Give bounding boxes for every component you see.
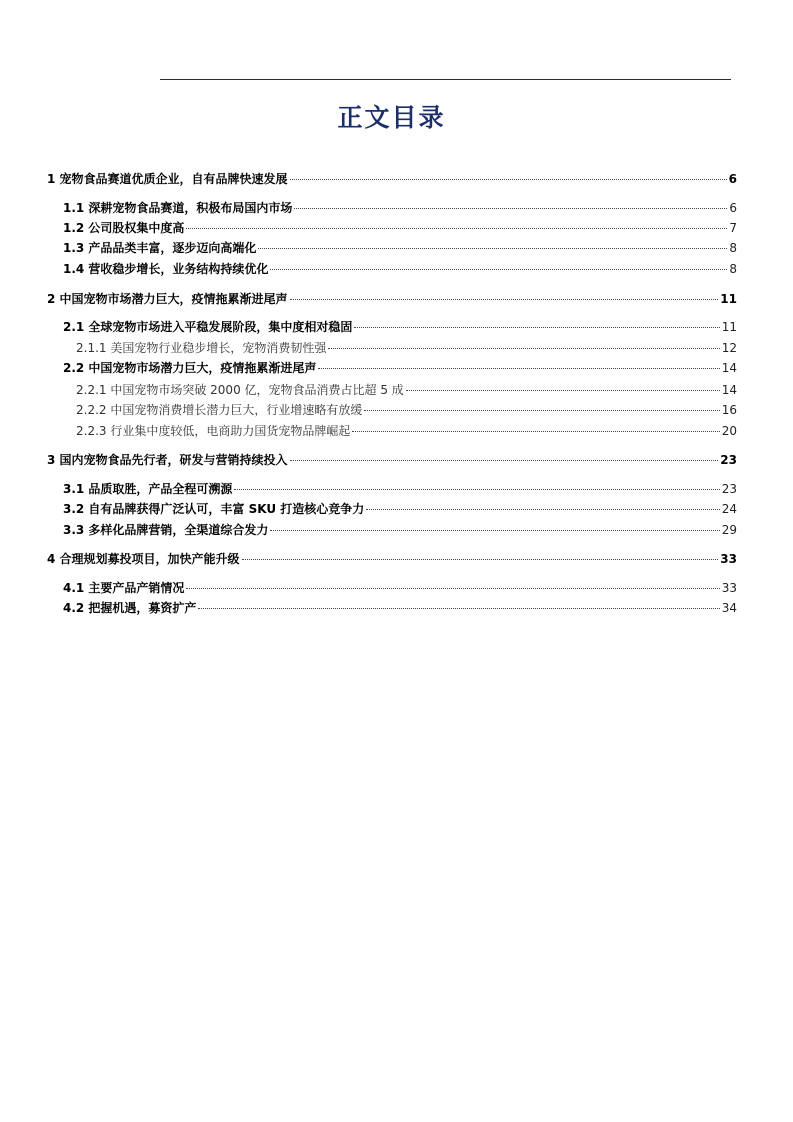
toc-entry-4-1[interactable] [63, 579, 737, 595]
toc-entry-label: 2 中国宠物市场潜力巨大，疫情拖累渐进尾声 [47, 292, 288, 306]
toc-dot-leader [186, 588, 719, 589]
toc-entry-label: 1.3 产品品类丰富，逐步迈向高端化 [63, 241, 257, 255]
toc-entry-page: 14 [721, 383, 737, 397]
toc-dot-leader [290, 299, 719, 300]
toc-entry-page: 23 [721, 482, 737, 496]
toc-entry-page: 33 [721, 581, 737, 595]
toc-entry-page: 23 [720, 453, 737, 467]
page-title: 正文目录 [337, 103, 446, 132]
toc-entry-1-3[interactable] [63, 239, 737, 255]
toc-entry-label: 3.2 自有品牌获得广泛认可，丰富 SKU 打造核心竞争力 [63, 502, 365, 516]
toc-entry-label: 4 合理规划募投项目，加快产能升级 [47, 552, 240, 566]
toc-dot-leader [294, 208, 727, 209]
toc-entry-label: 3.3 多样化品牌营销，全渠道综合发力 [63, 523, 269, 537]
toc-entry-2-2-3[interactable] [76, 422, 737, 438]
toc-dot-leader [290, 460, 719, 461]
toc-entry-page: 20 [721, 424, 737, 438]
toc-entry-1-4[interactable] [63, 260, 737, 276]
toc-entry-page: 8 [729, 241, 737, 255]
toc-entry-label: 1.4 营收稳步增长，业务结构持续优化 [63, 262, 269, 276]
toc-entry-2-2-2[interactable] [76, 401, 737, 417]
toc-entry-page: 12 [721, 341, 737, 355]
toc-entry-page: 16 [721, 403, 737, 417]
toc-entry-page: 11 [720, 292, 737, 306]
toc-entry-page: 6 [728, 172, 737, 186]
toc-entry-label: 2.2 中国宠物市场潜力巨大，疫情拖累渐进尾声 [63, 361, 317, 375]
toc-entry-label: 2.1 全球宠物市场进入平稳发展阶段，集中度相对稳固 [63, 320, 353, 334]
toc-entry-3[interactable] [47, 451, 737, 467]
toc-entry-page: 6 [729, 201, 737, 215]
toc-entry-page: 29 [721, 523, 737, 537]
toc-entry-label: 1.2 公司股权集中度高 [63, 221, 185, 235]
toc-entry-page: 7 [729, 221, 737, 235]
toc-entry-label: 2.2.2 中国宠物消费增长潜力巨大，行业增速略有放缓 [76, 403, 363, 417]
toc-entry-2[interactable] [47, 290, 737, 306]
toc-entry-1[interactable] [47, 170, 737, 186]
toc-dot-leader [366, 509, 719, 510]
toc-entry-1-1[interactable] [63, 199, 737, 215]
toc-dot-leader [354, 327, 719, 328]
toc-dot-leader [234, 489, 719, 490]
toc-entry-2-2[interactable] [63, 359, 737, 375]
toc-entry-2-2-1[interactable] [76, 381, 737, 397]
toc-dot-leader [258, 248, 727, 249]
toc-dot-leader [406, 390, 720, 391]
toc-entry-page: 24 [721, 502, 737, 516]
toc-entry-page: 8 [729, 262, 737, 276]
toc-entry-page: 34 [721, 601, 737, 615]
toc-dot-leader [290, 179, 727, 180]
toc-dot-leader [242, 559, 719, 560]
toc-entry-label: 3.1 品质取胜，产品全程可溯源 [63, 482, 233, 496]
toc-entry-page: 14 [721, 361, 737, 375]
toc-entry-page: 33 [720, 552, 737, 566]
toc-dot-leader [352, 431, 719, 432]
toc-entry-label: 2.2.3 行业集中度较低，电商助力国货宠物品牌崛起 [76, 424, 351, 438]
toc-dot-leader [198, 608, 719, 609]
toc-entry-1-2[interactable] [63, 219, 737, 235]
toc-entry-3-1[interactable] [63, 480, 737, 496]
toc-entry-page: 11 [721, 320, 737, 334]
toc-dot-leader [364, 410, 719, 411]
toc-dot-leader [186, 228, 727, 229]
toc-entry-label: 4.1 主要产品产销情况 [63, 581, 185, 595]
toc-entry-2-1-1[interactable] [76, 339, 737, 355]
toc-entry-label: 2.1.1 美国宠物行业稳步增长，宠物消费韧性强 [76, 341, 327, 355]
toc-entry-label: 4.2 把握机遇，募资扩产 [63, 601, 197, 615]
toc-entry-label: 1.1 深耕宠物食品赛道，积极布局国内市场 [63, 201, 293, 215]
toc-dot-leader [270, 269, 727, 270]
toc-dot-leader [270, 530, 719, 531]
toc-entry-label: 2.2.1 中国宠物市场突破 2000 亿，宠物食品消费占比超 5 成 [76, 383, 404, 397]
toc-entry-label: 1 宠物食品赛道优质企业，自有品牌快速发展 [47, 172, 288, 186]
toc-entry-label: 3 国内宠物食品先行者，研发与营销持续投入 [47, 453, 288, 467]
toc-entry-3-2[interactable] [63, 500, 737, 516]
toc-entry-4-2[interactable] [63, 599, 737, 615]
toc-dot-leader [318, 368, 719, 369]
toc-entry-2-1[interactable] [63, 318, 737, 334]
toc-entry-4[interactable] [47, 550, 737, 566]
toc-dot-leader [328, 348, 719, 349]
toc-entry-3-3[interactable] [63, 521, 737, 537]
